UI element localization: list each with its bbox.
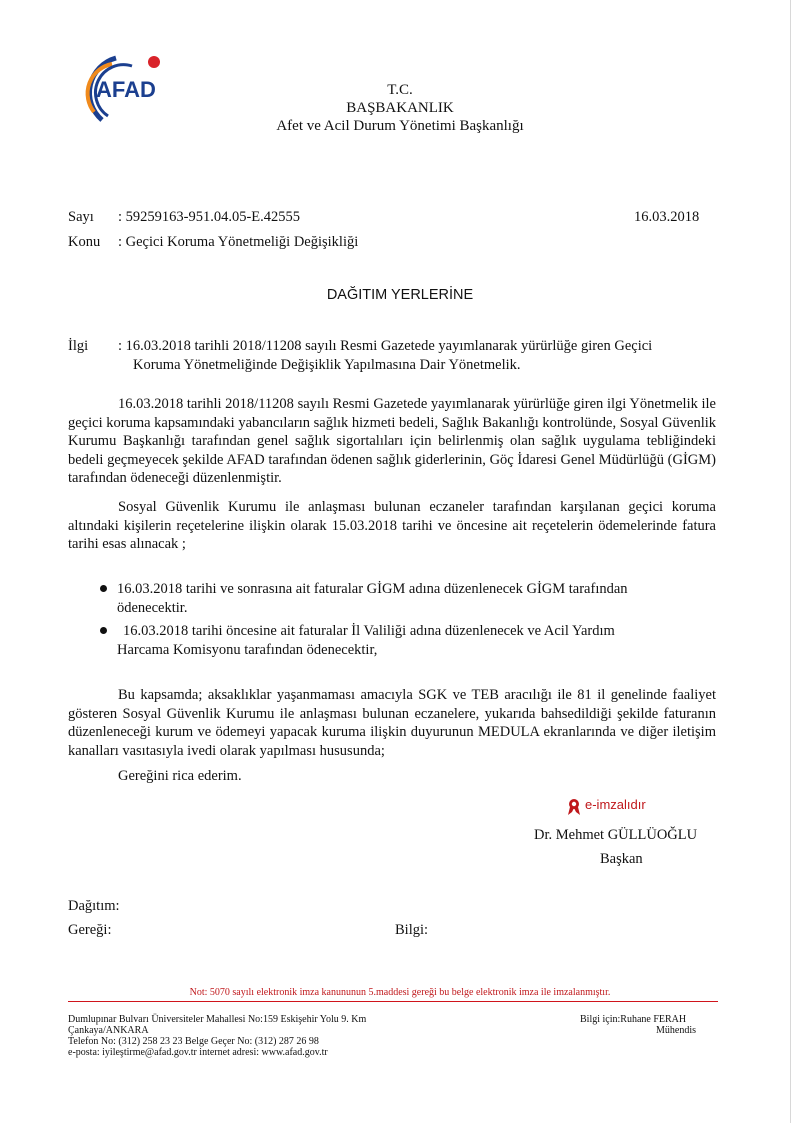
footer-info-title: Mühendis (656, 1025, 696, 1036)
e-signature-note: Not: 5070 sayılı elektronik imza kanununun 5.maddesi gereği bu belge elektronik imza ile imzalanmıştır. (189, 987, 611, 998)
footer-phone: Telefon No: (312) 258 23 23 Belge Geçer No: (312) 287 26 98 (68, 1036, 319, 1047)
bullet-1-line1: 16.03.2018 tarihi ve sonrasına ait faturalar GİGM adına düzenlenecek GİGM tarafından (117, 581, 628, 597)
bullet-dot-icon (100, 627, 107, 634)
bullet-2-line1: 16.03.2018 tarihi öncesine ait faturalar İl Valiliği adına düzenlenecek ve Acil Yardım (123, 623, 615, 639)
footer-address-2: Çankaya/ANKARA (68, 1025, 149, 1036)
header-tc: T.C. (387, 82, 413, 98)
sayi-value: : 59259163-951.04.05-E.42555 (118, 209, 301, 225)
addressee: DAĞITIM YERLERİNE (326, 287, 474, 303)
paragraph-3: Bu kapsamda; aksaklıklar yaşanmaması amacıyla SGK ve TEB aracılığı ile 81 il genelinde faaliyet gösteren Sosyal Güvenlik Kurumu ile anlaşması bulunan eczanelere, yukarıda bahsedildiği şekilde faturanın düzenleneceği kurum ve ödemeyi yapacak kuruma ilişkin duyurunun MEDULA ekranlarında ve diğer iletişim kanalları vasıtasıyla ivedi olarak yapılması hususunda; (68, 687, 716, 759)
bilgi-label: Bilgi: (395, 922, 429, 938)
paragraph-1: 16.03.2018 tarihli 2018/11208 sayılı Resmi Gazetede yayımlanarak yürürlüğe giren ilgi Yönetmelik ile geçici koruma kapsamındaki yabancıların sağlık hizmeti bedeli, Sağlık Bakanlığı kontrolünde, Sosyal Güvenlik Kurumu Başkanlığı tarafından genel sağlık sigortalıları için belirlenmiş olan sağlık uygulama tebliğindeki bedeli geçmeyecek şekilde AFAD tarafından ödenen sağlık giderlerinin, Göç İdaresi Genel Müdürlüğü (GİGM) tarafından ödeneceği düzenlenmiştir. (68, 396, 716, 486)
ilgi-line2: Koruma Yönetmeliğinde Değişiklik Yapılmasına Dair Yönetmelik. (133, 357, 521, 373)
paragraph-2: Sosyal Güvenlik Kurumu ile anlaşması bulunan eczaneler tarafından karşılanan geçici koruma altındaki kişilerin reçetelerine ilişkin olarak 15.03.2018 tarihi ve öncesine ait reçetelerin ödemelerinde fatura tarihi esas alınacak ; (68, 499, 716, 552)
footer-email: e-posta: iyileştirme@afad.gov.tr internet adresi: www.afad.gov.tr (68, 1047, 328, 1058)
e-signature-label: e-imzalıdır (585, 797, 646, 812)
signer-name: Dr. Mehmet GÜLLÜOĞLU (534, 827, 698, 843)
closing-line: Gereğini rica ederim. (118, 768, 242, 784)
signer-title: Başkan (600, 851, 643, 867)
ilgi-line1: : 16.03.2018 tarihli 2018/11208 sayılı Resmi Gazetede yayımlanarak yürürlüğe giren Geçici (118, 338, 653, 354)
ilgi-label: İlgi (68, 338, 89, 354)
konu-value: : Geçici Koruma Yönetmeliği Değişikliği (118, 234, 359, 250)
konu-label: Konu (68, 234, 101, 250)
footer-address-1: Dumlupınar Bulvarı Üniversiteler Mahallesi No:159 Eskişehir Yolu 9. Km (68, 1014, 367, 1025)
ribbon-icon (567, 798, 581, 816)
footer-divider (68, 1001, 718, 1002)
bullet-1-line2: ödenecektir. (117, 600, 188, 616)
geregi-label: Gereği: (68, 922, 112, 938)
header-ministry: BAŞBAKANLIK (346, 100, 454, 116)
sayi-label: Sayı (68, 209, 94, 225)
document-date: 16.03.2018 (634, 209, 700, 225)
bullet-dot-icon (100, 585, 107, 592)
footer-info-contact: Bilgi için:Ruhane FERAH (580, 1014, 687, 1025)
logo-text: AFAD (96, 77, 156, 102)
bullet-2-line2: Harcama Komisyonu tarafından ödenecektir, (117, 642, 378, 658)
dagitim-label: Dağıtım: (68, 898, 120, 914)
header-agency: Afet ve Acil Durum Yönetimi Başkanlığı (276, 118, 524, 134)
